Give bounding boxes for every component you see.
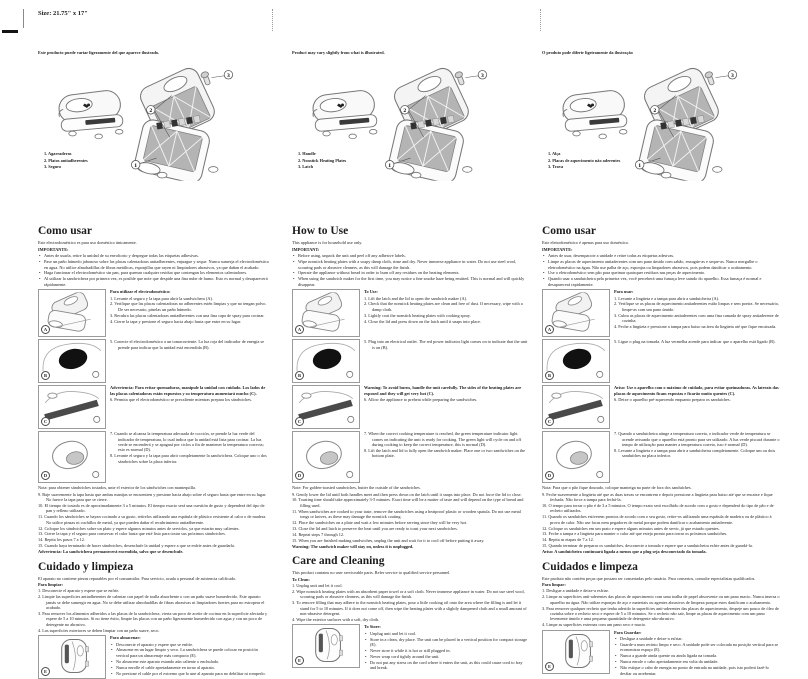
use-step: 15. When you are finished making sandwiches, unplug the unit and wait for it to cool off before putting it away. [292,537,485,543]
use-step: 11. Cuando los sándwiches se hayan cocinado a su gusto, retírelos utilizando una espátula de plástico resistente al calor o de madera. No utilice pinzas ni cuchillos de metal, ya que pueden dañar el recubrimiento antiadherente. [38,514,267,525]
svg-text:2: 2 [403,108,407,115]
step-row-d [38,431,270,483]
important-item: • Operate the appliance without bread in order to burn off any residues on the heating elements. [292,270,528,275]
use-step: 13. Feche a tampa e a lingüeta para manter o calor até que esteja pronto para torrar os próximos sanduíches. [542,531,728,537]
figure-c-thumbnail [542,385,610,429]
figure-label-b: B [295,371,304,380]
use-step: 4. Feche a lingüeta e pressione a tampa para baixo na área da lingüeta até que fique encaixada. [614,324,777,330]
sandwich-maker-closed-illustration [556,85,640,143]
important-list [542,253,780,287]
callout-1 [131,161,140,170]
svg-text:1: 1 [134,163,138,170]
callout-1 [635,161,644,170]
figure-e-thumbnail [38,635,106,679]
clean-step: 3. Para remover los alimentos adheridos a las placas de la sandwichera, vierta un poco de aceite de cocinar en la superficie afectada y espere de 5 a 10 minutos. Si no tiene éxito, limpie las placas con un paño ligeramente humedecido con agua y con un poco de detergente no abrasivo. [38,610,268,627]
svg-text:3: 3 [731,73,734,80]
important-list [38,253,270,287]
clean-step: 3. Para remover qualquer recheio que tenha aderido às superfícies anti-aderentes das placas de aquecimento, despeje um pouco de óleo de cozinha sobre o recheio seco e espere de 5 a 10 minutos. Se o recheio não sair, limpe as placas de aquecimento com um pano levemente úmido e uma pequena quantidade de detergente não-abrasivo. [542,605,779,622]
callout-3 [224,71,233,80]
sandwich-maker-open-illustration [634,67,740,181]
step-row-c [292,385,528,429]
clean-step: 1. Desligue a unidade e deixe-a esfriar. [542,588,609,594]
important-item: • Limpe as placas de aquecimento antiaderentes com um pano úmido com sabão, enxagúe-as e seque-as. Nunca mergulhe o eletrodoméstico na água. Não use palha de aço, esponjas ou limpadores abrasivos, pois podem danificar o acabamento. [542,259,780,270]
sandwich-maker-closed-illustration [52,85,136,143]
use-step: 8. Levante el seguro y la tapa para abrir completamente la sandwichera. Coloque uno o dos sándwiches sobre la placa inferior. [110,453,267,464]
part-label: 3. Seguro [44,164,62,170]
figure-label-b: B [545,371,554,380]
product-illustration [542,55,780,221]
figure-label-a: A [295,325,304,334]
callout-2 [401,106,410,115]
figure-label-c: C [41,417,50,426]
use-step: 4. Cierre la tapa y presione el seguro hacia abajo hasta que entre en su lugar. [110,318,242,324]
important-label: IMPORTANT: [292,246,320,252]
figure-label-d: D [295,471,304,480]
use-step-6: 6. Permita que el electrodoméstico se precaliente mientras prepara los sándwiches. [110,396,252,402]
use-step: 8. Levante a lingüeta e a tampa para abrir a sanduicheira completamente. Coloque um ou dois sanduíches na placa inferior. [614,447,776,459]
use-step: 9. Feche suavemente a lingüeta até que as duas travas se encontrem e depois pressione a lingüeta para baixo até que se encaixe e fique fechada. Não force a tampa para fechá-la. [542,491,773,502]
figure-label-c: C [545,417,554,426]
store-row [542,630,780,677]
steps-1-4-block [614,289,780,337]
section-title-care: Care and Cleaning [292,555,385,568]
to-use-label: To Use: [364,289,378,295]
store-item: • Nunca a guarde ainda quente ou ainda ligada na tomada. [614,653,780,658]
use-intro: Este electrodoméstico es para uso doméstico únicamente. [38,240,137,246]
use-step: 3. Recubra las placas calentadoras antiadherentes con una fina capa de spray para cocinar. [110,312,265,318]
important-item: • Antes de usarla, retire la unidad de su envoltorio y despegue todas las etiquetas adhesivas. [38,253,270,258]
callout-3 [478,71,487,80]
section-title-use: Como usar [542,225,596,238]
section-title-care: Cuidados e limpeza [542,560,638,573]
use-step-5: 5. Ligue o plug na tomada. A luz vermelha acende para indicar que o aparelho está ligado (B). [614,339,776,345]
figure-d-thumbnail [292,431,360,483]
important-label: IMPORTANTE: [542,246,573,252]
store-item: • Store in a clean, dry place. The unit can be placed in a vertical position for compact storage (E). [364,637,528,648]
to-use-label: Para usar: [614,289,634,295]
figure-label-e: E [41,667,50,676]
use-step: 15. Cuando haya terminado de hacer sándwiches, desenchufe la unidad y espere a que se enfríe antes de guardarla. [38,543,235,549]
crop-mark-vertical [23,9,24,28]
figure-c-thumbnail [292,385,360,429]
fold-mark-left [272,9,273,31]
parts-list [44,151,88,170]
registration-bar [2,30,18,33]
store-label: Para Guardar: [614,629,642,635]
clean-step: 4. Wipe the exterior surfaces with a soft, dry cloth. [292,616,380,622]
figure-label-a: A [545,325,554,334]
use-intro: Este eletrodoméstico é apenas para uso doméstico. [542,240,629,246]
warning-stay-on: Aviso: A sanduicheira continuará ligada a menos que a plug seja desconectado da tomada. [542,549,707,555]
clean-label: Para limpiar: [38,581,63,587]
use-step: 7. Cuando se alcanza la temperatura adecuada de cocción, se prende la luz verde del indicador de temperatura, lo cual indica que la unidad está lista para cocinar. La luz verde se encenderá y se apagará por ciclos a fin de mantener la temperatura correcta; esto es normal (D). [110,431,264,453]
figure-a-thumbnail [292,289,360,337]
figure-a-thumbnail [38,289,106,337]
clean-step: 1. Unplug unit and let it cool. [292,582,343,588]
warning-stay-on: Warning: The sandwich maker will stay on, unless it is unplugged. [292,543,414,549]
variation-note: Product may vary slightly from what is illustrated. [292,50,385,55]
step-row-a [542,289,780,337]
figure-d-thumbnail [38,431,106,483]
store-item: • Unplug unit and let it cool. [364,631,528,636]
clean-steps [542,588,780,627]
important-item: • Use o eletrodoméstico sem pão para queimar quaisquer resíduos nas peças de aquecimento. [542,270,780,275]
part-label: 1. Handle [298,151,316,157]
svg-text:3: 3 [227,73,230,80]
clean-label: Para limpar: [542,581,566,587]
step-row-b [292,339,528,383]
svg-text:2: 2 [149,108,153,115]
step-row-c [542,385,780,429]
figure-e-thumbnail [542,630,610,674]
use-step: 11. When sandwiches are cooked to your taste, remove the sandwiches using a heatproof plastic or wooden spatula. Do not use metal tongs or knives, as these may damage the nonstick coating. [292,508,521,520]
part-label: 2. Platos antiadherentes [44,157,88,163]
product-illustration [292,55,528,221]
important-item: • Haga funcionar el electrodoméstico sin pan, para quemar cualquier residuo que contengan los elementos calentadores. [38,270,270,275]
butter-note: Nota: Para que o pão fique dourado, coloque manteiga na parte de fora dos sanduíches. [542,485,692,491]
clean-label: To Clean: [292,576,310,582]
use-step: 3. Cubra as placas de aquecimento antiaderentes com uma fina camada de spray antiaderente de cozinha. [614,312,779,324]
important-item: • Before using, unpack the unit and peel off any adhesive labels. [292,253,528,258]
section-title-use: How to Use [292,225,349,238]
steps-9-15 [38,492,270,549]
part-label: 2. Nonstick Heating Plates [298,157,347,163]
figure-a-thumbnail [542,289,610,337]
figure-c-thumbnail [38,385,106,429]
part-label: 1. Alça [548,151,561,157]
part-label: 2. Placas de aquecimento não aderentes [548,157,621,163]
step-row-c [38,385,270,429]
store-item: • Do not put any stress on the cord where it enters the unit, as this could cause cord to fray and break. [364,660,528,671]
use-step: 9. Gently lower the lid until both handles meet and then press down on the latch until it snaps into place. Do not force the lid to close. [292,491,522,497]
store-item: • Nunca enrolle el cable apretadamente en torno al aparato. [110,665,270,670]
figure-label-c: C [295,417,304,426]
parts-list [548,151,620,170]
butter-note: Note: For golden-toasted sandwiches, butter the outside of the sandwiches. [292,485,421,491]
clean-step: 2. Limpe as superfícies anti-aderentes das placas de aquecimento com uma toalha de papel absorvente ou um pano macio. Nunca imersa o aparelho na água. Não utilize esponjas de aço e materiais ou agentes abrasivos de limpeza porque estes danificam o acabamento. [542,594,780,605]
product-illustration [38,55,270,221]
important-label: IMPORTANTE: [38,246,69,252]
use-step: 10. El tiempo de tostado es de aproximadamente 3 a 5 minutos. El tiempo exacto será una cuestión de gusto y dependerá del tipo de pan y relleno utilizado. [38,502,265,514]
figure-label-e: E [545,662,554,671]
clean-step: 2. Limpie las superficies antiadherentes de calentar con papel de toalla absorbente o con un paño suave humedecido. Este aparato jamás se debe sumergir en agua. No se debe utilizar almohadillas de fibras abrasivas ni limpiadores fuertes para no estropear el acabado. [38,594,265,611]
callout-2 [651,106,660,115]
important-item: • Al utilizar la sandwichera por primera vez, es posible que note que despide una fina nube de humo. Esto es normal y desaparecerá rápidamente. [38,276,270,287]
store-item: • No presione el cable por el extremo que lo une al aparato para no debilitar ni romperlo. [110,671,270,676]
callout-3 [728,71,737,80]
store-item: • Never store it while it is hot or still plugged in. [364,648,528,653]
use-step: 2. Check that the nonstick heating plates are clean and free of dust. If necessary, wipe with a damp cloth. [364,301,523,312]
step-row-a [38,289,270,337]
clean-step: 1. Desconecte el aparato y espere que se enfríe. [38,588,120,594]
part-label: 3. Trava [548,164,564,170]
clean-step: 4. Limpe as superfícies externas com um pano seco e macio. [542,622,647,628]
step-row-b [38,339,270,383]
use-step: 1. Lift the latch and the lid to open the sandwich maker (A). [364,295,468,301]
svg-text:2: 2 [653,108,657,115]
figure-b-thumbnail [292,339,360,383]
use-step: 7. Quando a sanduicheira atinge a temperatura correta, o indicador verde de temperatura se acende avisando que o aparelho está pronto para ser utilizado. A luz verde piscará durante o tempo de utilização para manter a temperatura correta, isso é normal (D). [614,431,780,447]
fold-mark-right [540,9,541,31]
store-label: Para almacenar: [110,635,141,641]
store-item: • No almacene este aparato estando aún caliente o enchufado. [110,659,270,664]
use-step: 10. Toasting time should take approximately 3-5 minutes. Exact time will be a matter of taste and will depend on the type of bread and filling used. [292,497,524,508]
warning-stay-on: Advertencia: La sandwichera permanecerá encendida, salvo que se desenchufe. [38,549,184,555]
column-spanish [38,48,270,676]
sandwich-maker-closed-illustration [306,85,390,143]
warning-burns: Warning: To avoid burns, handle the unit carefully. The sides of the heating plates are exposed and they will get very hot (C). [364,385,522,396]
use-step: 12. Coloque os sanduíches em um prato e espere alguns minutos antes de servir, já que estarão quentes. [542,525,720,531]
use-step: 12. Coloque los sándwiches sobre un plato y espere algunos minutos antes de servirlos, ya que estarán muy calientes. [38,525,240,531]
clean-step: 4. Las superficies exteriores se deben limpiar con un paño suave, seco. [38,627,160,633]
variation-note: Este producto puede variar ligeramente del que aparece ilustrado. [38,50,160,55]
important-item: • Wipe nonstick heating plates with a soapy damp cloth, rinse and dry. Never immerse appliance in water. Do not use steel wool, scouring pads or abrasive cleaners, as this will damage the finish. [292,259,528,270]
care-intro: This product contains no user serviceable parts. Refer service to qualified service personnel. [292,570,451,576]
use-step-5: 5. Plug into an electrical outlet. The red power indicator light comes on to indicate that the unit is on (B). [364,339,528,350]
part-label: 1. Agarraderas [44,151,72,157]
to-use-label: Para utilizar el electrodoméstico: [110,289,171,295]
use-step: 12. Place the sandwiches on a plate and wait a few minutes before serving since they will be very hot. [292,520,468,526]
figure-b-thumbnail [38,339,106,383]
column-portuguese [542,48,780,676]
butter-note: Nota: para obtener sándwiches tostados, unte el exterior de los sándwiches con mantequilla. [38,485,196,491]
store-row [38,635,270,679]
use-step: 15. Quando terminar de preparar os sanduíches, desconecte a tomada e espere que a sanduicheira esfrie antes de guardá-la. [542,543,753,549]
important-item: • Quando usar a sanduicheira pela primeira vez, você perceberá uma fumaça leve saindo do aparelho. Essa fumaça é normal e desaparecerá rapidamente. [542,276,780,287]
clean-steps [38,588,270,633]
care-intro: Este produto não contém peças que possam ser consertadas pelo usuário. Para consertos, consulte especialistas qualificados. [542,575,756,581]
steps-1-4-block [364,289,528,337]
use-step: 1. Levante a lingüeta e a tampa para abrir a sanduicheira (A). [614,295,720,301]
use-step-6: 6. Deixe o aparelho pré-aquecendo enquanto prepara os sanduíches. [614,396,731,402]
figure-label-b: B [41,371,50,380]
warning-burns: Aviso: Use o aparelho com o máximo de cuidado, para evitar queimaduras. As laterais das placas de aquecimento ficam expostas e ficarão muito quentes (C). [614,385,779,396]
store-item: • Não estique o cabo de energia no ponto de entrada na unidade, pois isto poderá fazê-lo desfiar ou arrebentar. [614,665,780,676]
store-item: • Desligue a unidade e deixe-a esfriar. [614,636,780,641]
important-list [292,253,528,287]
use-step: 10. O tempo para torrar o pão é de 3 a 5 minutos. O tempo exato será escolhido de acordo com o gosto e dependerá do tipo de pão e de recheio utilizados. [542,502,774,514]
step-row-d [292,431,528,483]
store-row [292,624,528,671]
parts-list [298,151,346,170]
steps-9-15 [542,492,780,549]
steps-9-15 [292,492,528,544]
use-step: 8. Lift the latch and lid to fully open the sandwich maker. Place one or two sandwiches on the bottom plate. [364,447,526,459]
use-step: 2. Verifique que las placas calentadoras no adherentes estén limpias y que no tengan polvo. De ser necesario, páselas un paño húmedo. [110,301,267,312]
sheet-size-label: Size: 21.75" x 17" [38,10,88,17]
use-step: 4. Close the lid and press down on the latch until it snaps into place. [364,318,481,324]
sandwich-maker-open-illustration [384,67,490,181]
figure-e-thumbnail [292,624,360,668]
section-title-care: Cuidado y limpieza [38,560,134,573]
store-item: • Never wrap cord tightly around the unit. [364,654,528,659]
use-step: 11. Quando os sanduíches estiverem prontos de acordo com o seu gosto, retire-os utilizando uma espátula de madeira ou de plástico à prova de calor. Não use facas nem pegadores de metal porque podem danificar o acabamento antiaderente. [542,514,772,525]
figure-d-thumbnail [542,431,610,483]
important-item: • Pase un paño húmedo jabonoso sobre las placas calentadoras antiadherentes, enjuague y seque. Nunca sumerja el electrodoméstico en agua. No utilice almohadillas de fibras metálicas, esponjillas que rayen ni limpiadores abrasivos, ya que dañan el acabado. [38,259,270,270]
figure-label-a: A [41,325,50,334]
svg-text:1: 1 [388,163,392,170]
clean-step: 2. Wipe nonstick heating plates with an absorbent paper towel or a soft cloth. Never immerse appliance in water. Do not use steel wool, scouring pads or abrasive cleaners, as this will damage the finish. [292,588,525,600]
store-item: • Guarde-a num recinto limpo e seco. A unidade pode ser colocada na posição vertical para se economizar espaço (E). [614,642,780,653]
sandwich-maker-open-illustration [130,67,236,181]
store-item: • Desconecte el aparato y espere que se enfríe. [110,642,270,647]
use-step-6: 6. Allow the appliance to preheat while preparing the sandwiches. [364,396,478,402]
column-english [292,48,528,671]
care-intro: El aparato no contiene piezas reparables por el consumidor. Para servicio, acuda a personal de asistencia calificado. [38,575,237,581]
section-title-use: Como usar [38,225,92,238]
use-step: 1. Levante el seguro y la tapa para abrir la sandwichera (A). [110,295,213,301]
step-row-b [542,339,780,383]
store-item: • Almacene en un lugar limpio y seco. La sandwichera se puede colocar en posición vertical para un almacenaje más compacto (E). [110,647,270,658]
callout-1 [385,161,394,170]
steps-1-4-block [110,289,270,337]
use-step: 13. Close the lid and latch to preserve the heat until you are ready to toast your next sandwiches. [292,526,458,531]
use-intro: This appliance is for household use only. [292,240,363,246]
clean-steps [292,583,528,622]
variation-note: O produto pode diferir ligeiramente da ilustração [542,50,633,55]
important-item: • When using the sandwich maker for the first time, you may notice a fine smoke haze being emitted. This is normal and will quickly disappear. [292,276,528,287]
step-row-d [542,431,780,483]
figure-label-d: D [545,471,554,480]
svg-text:1: 1 [638,163,642,170]
important-item: • Antes de usar, desempacote a unidade e retire todas as etiquetas adesivas. [542,253,780,258]
use-step: 13. Cierre la tapa y el seguro para conservar el calor hasta que esté listo para tostar sus próximos sándwiches. [38,531,226,537]
part-label: 3. Latch [298,164,314,170]
use-step-5: 5. Conecte el electrodoméstico a un tomacorriente. La luz roja del indicador de energía se prende para indicar que la unidad está encendida (B). [110,339,265,350]
step-row-a [292,289,528,337]
use-step: 14. Repita as etapas de 7 a 12. [542,537,594,543]
use-step: 9. Baje suavemente la tapa hasta que ambas manijas se encuentren y presione hacia abajo sobre el seguro hasta que entre en su lugar. No fuerce la tapa para que se cierre. [38,491,267,502]
use-step: 14. Repita los pasos 7 a 12. [38,537,86,543]
svg-text:3: 3 [481,73,484,80]
figure-b-thumbnail [542,339,610,383]
use-step: 3. Lightly coat the nonstick heating plates with cooking spray. [364,312,471,318]
clean-step: 3. To remove filling that may adhere to the nonstick heating plates, pour a little cooking oil onto the area where the filling is and let it stand for 5 to 10 minutes. If it does not come off, then wipe the heating plates with a slightly dampened cloth and a small amount of non-abrasive detergent. [292,600,527,616]
use-step: 7. When the correct cooking temperature is reached, the green temperature indicator light comes on indicating the unit is ready for cooking. The green light will cycle on and off during cooking to keep the correct temperature, this is normal (D). [364,431,522,447]
figure-label-d: D [41,471,50,480]
store-item: • Nunca enrole o cabo apertadamente em volta da unidade. [614,659,780,664]
store-label: To Store: [364,624,381,630]
use-step: 2. Verifique se as placas de aquecimento antiaderentes estão limpas e sem poeira. Se necessário, limpe-as com um pano úmido. [614,301,779,312]
callout-2 [147,106,156,115]
warning-burns: Advertencia: Para evitar quemaduras, manipule la unidad con cuidado. Los lados de las placas calentadoras están expuestos y su temperatura aumentará mucho (C). [110,385,266,396]
use-step: 14. Repeat steps 7 through 12. [292,531,345,537]
figure-label-e: E [295,656,304,665]
